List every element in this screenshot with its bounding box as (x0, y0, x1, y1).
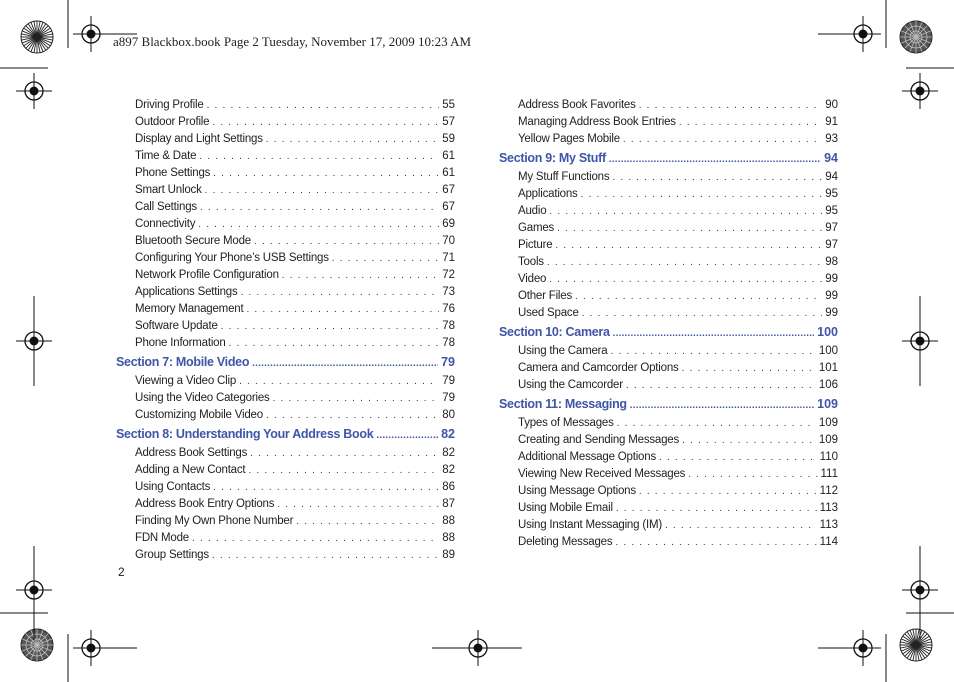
toc-entry (116, 199, 455, 216)
section-page-number: 79 (441, 355, 455, 369)
entry-title: Connectivity (135, 218, 196, 230)
entry-page-number: 79 (442, 392, 455, 404)
entry-page-number: 55 (442, 99, 455, 111)
entry-page-number: 113 (819, 502, 838, 514)
entry-title: Used Space (518, 307, 579, 319)
entry-title: Using the Video Categories (135, 392, 270, 404)
dot-leader (582, 305, 823, 322)
entry-page-number: 114 (819, 536, 838, 548)
entry-title: Creating and Sending Messages (518, 434, 680, 446)
toc-entry (499, 114, 838, 131)
dot-leader (547, 254, 822, 271)
entry-page-number: 76 (442, 303, 455, 315)
entry-title: Using Instant Messaging (IM) (518, 519, 662, 531)
section-title: Section 9: My Stuff (499, 151, 606, 165)
dot-leader (254, 233, 439, 250)
toc-entry (116, 318, 455, 335)
entry-title: Using Contacts (135, 481, 211, 493)
dot-leader (615, 534, 816, 551)
toc-section-heading (499, 323, 838, 342)
entry-title: Phone Settings (135, 167, 211, 179)
dot-leader (665, 517, 817, 534)
entry-page-number: 99 (825, 290, 838, 302)
entry-title: Using the Camera (518, 345, 608, 357)
entry-page-number: 71 (442, 252, 455, 264)
entry-page-number: 59 (442, 133, 455, 145)
dot-leader (213, 479, 439, 496)
toc-section-heading (499, 149, 838, 168)
toc-entry (499, 305, 838, 322)
entry-title: Using Message Options (518, 485, 636, 497)
dot-leader (555, 237, 822, 254)
dot-leader (688, 466, 817, 483)
entry-title: Bluetooth Secure Mode (135, 235, 251, 247)
toc-right-column (499, 97, 838, 551)
section-page-number: 94 (824, 151, 838, 165)
toc-entry (499, 271, 838, 288)
entry-title: Group Settings (135, 549, 209, 561)
entry-title: FDN Mode (135, 532, 189, 544)
entry-page-number: 78 (442, 320, 455, 332)
dot-leader (610, 343, 815, 360)
dot-leader (630, 396, 814, 415)
entry-page-number: 90 (825, 99, 838, 111)
entry-page-number: 99 (825, 273, 838, 285)
toc-entry (499, 377, 838, 394)
entry-title: Address Book Settings (135, 447, 248, 459)
toc-entry (499, 466, 838, 483)
toc-entry (116, 148, 455, 165)
entry-page-number: 87 (442, 498, 455, 510)
section-title: Section 7: Mobile Video (116, 355, 250, 369)
entry-page-number: 57 (442, 116, 455, 128)
dot-leader (332, 250, 439, 267)
entry-title: Adding a New Contact (135, 464, 246, 476)
entry-title: Viewing New Received Messages (518, 468, 686, 480)
entry-title: Other Files (518, 290, 573, 302)
section-page-number: 82 (441, 427, 455, 441)
toc-entry (116, 267, 455, 284)
entry-title: Address Book Entry Options (135, 498, 275, 510)
entry-title: Phone Information (135, 337, 226, 349)
toc-entry (499, 186, 838, 203)
entry-page-number: 112 (819, 485, 838, 497)
section-page-number: 109 (817, 397, 838, 411)
toc-entry (116, 114, 455, 131)
toc-entry (116, 462, 455, 479)
toc-entry (116, 335, 455, 352)
toc-entry (499, 500, 838, 517)
entry-title: Types of Messages (518, 417, 614, 429)
dot-leader (212, 114, 439, 131)
section-page-number: 100 (817, 325, 838, 339)
dot-leader (248, 462, 439, 479)
entry-page-number: 78 (442, 337, 455, 349)
dot-leader (659, 449, 817, 466)
entry-page-number: 109 (818, 417, 838, 429)
toc-section-heading (116, 425, 455, 444)
print-header: a897 Blackbox.book Page 2 Tuesday, November 17, 2009 10:23 AM (113, 34, 472, 49)
dot-leader (229, 335, 440, 352)
entry-page-number: 88 (442, 532, 455, 544)
entry-page-number: 93 (825, 133, 838, 145)
toc-entry (499, 131, 838, 148)
entry-title: Software Update (135, 320, 218, 332)
toc-entry (116, 165, 455, 182)
toc-section-heading (499, 395, 838, 414)
toc-entry (499, 254, 838, 271)
page-number: 2 (118, 565, 125, 579)
dot-leader (613, 324, 815, 343)
dot-leader (609, 150, 821, 169)
toc-entry (499, 288, 838, 305)
dot-leader (549, 203, 822, 220)
entry-page-number: 72 (442, 269, 455, 281)
entry-page-number: 61 (442, 167, 455, 179)
dot-leader (200, 199, 439, 216)
entry-page-number: 70 (442, 235, 455, 247)
toc-section-heading (116, 353, 455, 372)
entry-page-number: 97 (825, 239, 838, 251)
toc-entry (499, 517, 838, 534)
toc-entry (499, 360, 838, 377)
dot-leader (207, 97, 440, 114)
toc-entry (116, 547, 455, 564)
entry-title: Using Mobile Email (518, 502, 613, 514)
entry-title: Configuring Your Phone’s USB Settings (135, 252, 329, 264)
dot-leader (626, 377, 816, 394)
toc-left-column (116, 97, 455, 564)
entry-page-number: 79 (442, 375, 455, 387)
entry-title: Network Profile Configuration (135, 269, 279, 281)
toc-entry (116, 513, 455, 530)
section-title: Section 10: Camera (499, 325, 610, 339)
dot-leader (250, 445, 439, 462)
toc-entry (499, 483, 838, 500)
entry-page-number: 88 (442, 515, 455, 527)
entry-title: Using the Camcorder (518, 379, 623, 391)
dot-leader (682, 432, 816, 449)
dot-leader (617, 415, 816, 432)
entry-title: Customizing Mobile Video (135, 409, 263, 421)
entry-page-number: 82 (442, 447, 455, 459)
dot-leader (623, 131, 822, 148)
entry-title: My Stuff Functions (518, 171, 610, 183)
entry-title: Deleting Messages (518, 536, 613, 548)
entry-title: Call Settings (135, 201, 197, 213)
entry-title: Finding My Own Phone Number (135, 515, 294, 527)
dot-leader (639, 483, 817, 500)
dot-leader (198, 216, 439, 233)
entry-page-number: 80 (442, 409, 455, 421)
dot-leader (282, 267, 439, 284)
entry-page-number: 86 (442, 481, 455, 493)
entry-page-number: 82 (442, 464, 455, 476)
toc-entry (499, 534, 838, 551)
entry-title: Outdoor Profile (135, 116, 210, 128)
dot-leader (246, 301, 439, 318)
entry-page-number: 69 (442, 218, 455, 230)
dot-leader (549, 271, 822, 288)
entry-title: Audio (518, 205, 547, 217)
entry-page-number: 109 (818, 434, 838, 446)
entry-page-number: 67 (442, 184, 455, 196)
toc-entry (499, 169, 838, 186)
entry-title: Tools (518, 256, 544, 268)
entry-title: Applications Settings (135, 286, 238, 298)
entry-page-number: 110 (819, 451, 838, 463)
entry-page-number: 61 (442, 150, 455, 162)
dot-leader (679, 114, 822, 131)
toc-entry (116, 390, 455, 407)
toc-entry (499, 220, 838, 237)
entry-page-number: 91 (825, 116, 838, 128)
entry-page-number: 89 (442, 549, 455, 561)
toc-entry (116, 233, 455, 250)
entry-page-number: 95 (825, 188, 838, 200)
dot-leader (199, 148, 439, 165)
toc-entry (499, 449, 838, 466)
entry-page-number: 67 (442, 201, 455, 213)
dot-leader (221, 318, 440, 335)
dot-leader (575, 288, 822, 305)
dot-leader (266, 131, 439, 148)
dot-leader (612, 169, 822, 186)
toc-entry (116, 97, 455, 114)
entry-title: Games (518, 222, 555, 234)
dot-leader (616, 500, 817, 517)
toc-entry (116, 496, 455, 513)
toc-entry (499, 97, 838, 114)
dot-leader (192, 530, 439, 547)
entry-page-number: 73 (442, 286, 455, 298)
dot-leader (376, 426, 438, 445)
toc-entry (116, 284, 455, 301)
entry-title: Additional Message Options (518, 451, 656, 463)
toc-entry (116, 250, 455, 267)
entry-title: Display and Light Settings (135, 133, 263, 145)
entry-title: Smart Unlock (135, 184, 202, 196)
entry-title: Picture (518, 239, 553, 251)
entry-title: Managing Address Book Entries (518, 116, 676, 128)
toc-entry (499, 432, 838, 449)
toc-entry (499, 237, 838, 254)
entry-page-number: 95 (825, 205, 838, 217)
toc-entry (116, 373, 455, 390)
dot-leader (682, 360, 816, 377)
dot-leader (266, 407, 439, 424)
toc-entry (116, 407, 455, 424)
entry-title: Viewing a Video Clip (135, 375, 237, 387)
dot-leader (213, 165, 439, 182)
entry-title: Memory Management (135, 303, 244, 315)
dot-leader (639, 97, 823, 114)
dot-leader (296, 513, 439, 530)
dot-leader (241, 284, 440, 301)
entry-title: Video (518, 273, 547, 285)
toc-entry (499, 415, 838, 432)
toc-entry (116, 479, 455, 496)
entry-title: Time & Date (135, 150, 197, 162)
entry-page-number: 100 (818, 345, 838, 357)
entry-page-number: 94 (825, 171, 838, 183)
entry-page-number: 98 (825, 256, 838, 268)
dot-leader (205, 182, 440, 199)
toc-entry (499, 343, 838, 360)
section-title: Section 11: Messaging (499, 397, 627, 411)
toc-entry (116, 182, 455, 199)
dot-leader (581, 186, 823, 203)
toc-entry (499, 203, 838, 220)
entry-page-number: 101 (818, 362, 838, 374)
dot-leader (277, 496, 439, 513)
entry-title: Address Book Favorites (518, 99, 636, 111)
entry-page-number: 99 (825, 307, 838, 319)
dot-leader (557, 220, 822, 237)
entry-title: Applications (518, 188, 578, 200)
entry-page-number: 111 (820, 468, 838, 480)
toc-entry (116, 216, 455, 233)
dot-leader (212, 547, 439, 564)
toc-entry (116, 445, 455, 462)
dot-leader (239, 373, 439, 390)
entry-title: Driving Profile (135, 99, 204, 111)
section-title: Section 8: Understanding Your Address Book (116, 427, 374, 441)
toc-entry (116, 131, 455, 148)
entry-title: Yellow Pages Mobile (518, 133, 620, 145)
toc-entry (116, 530, 455, 547)
entry-page-number: 97 (825, 222, 838, 234)
entry-page-number: 106 (818, 379, 838, 391)
dot-leader (273, 390, 440, 407)
entry-page-number: 113 (819, 519, 838, 531)
entry-title: Camera and Camcorder Options (518, 362, 679, 374)
toc-entry (116, 301, 455, 318)
dot-leader (252, 354, 438, 373)
